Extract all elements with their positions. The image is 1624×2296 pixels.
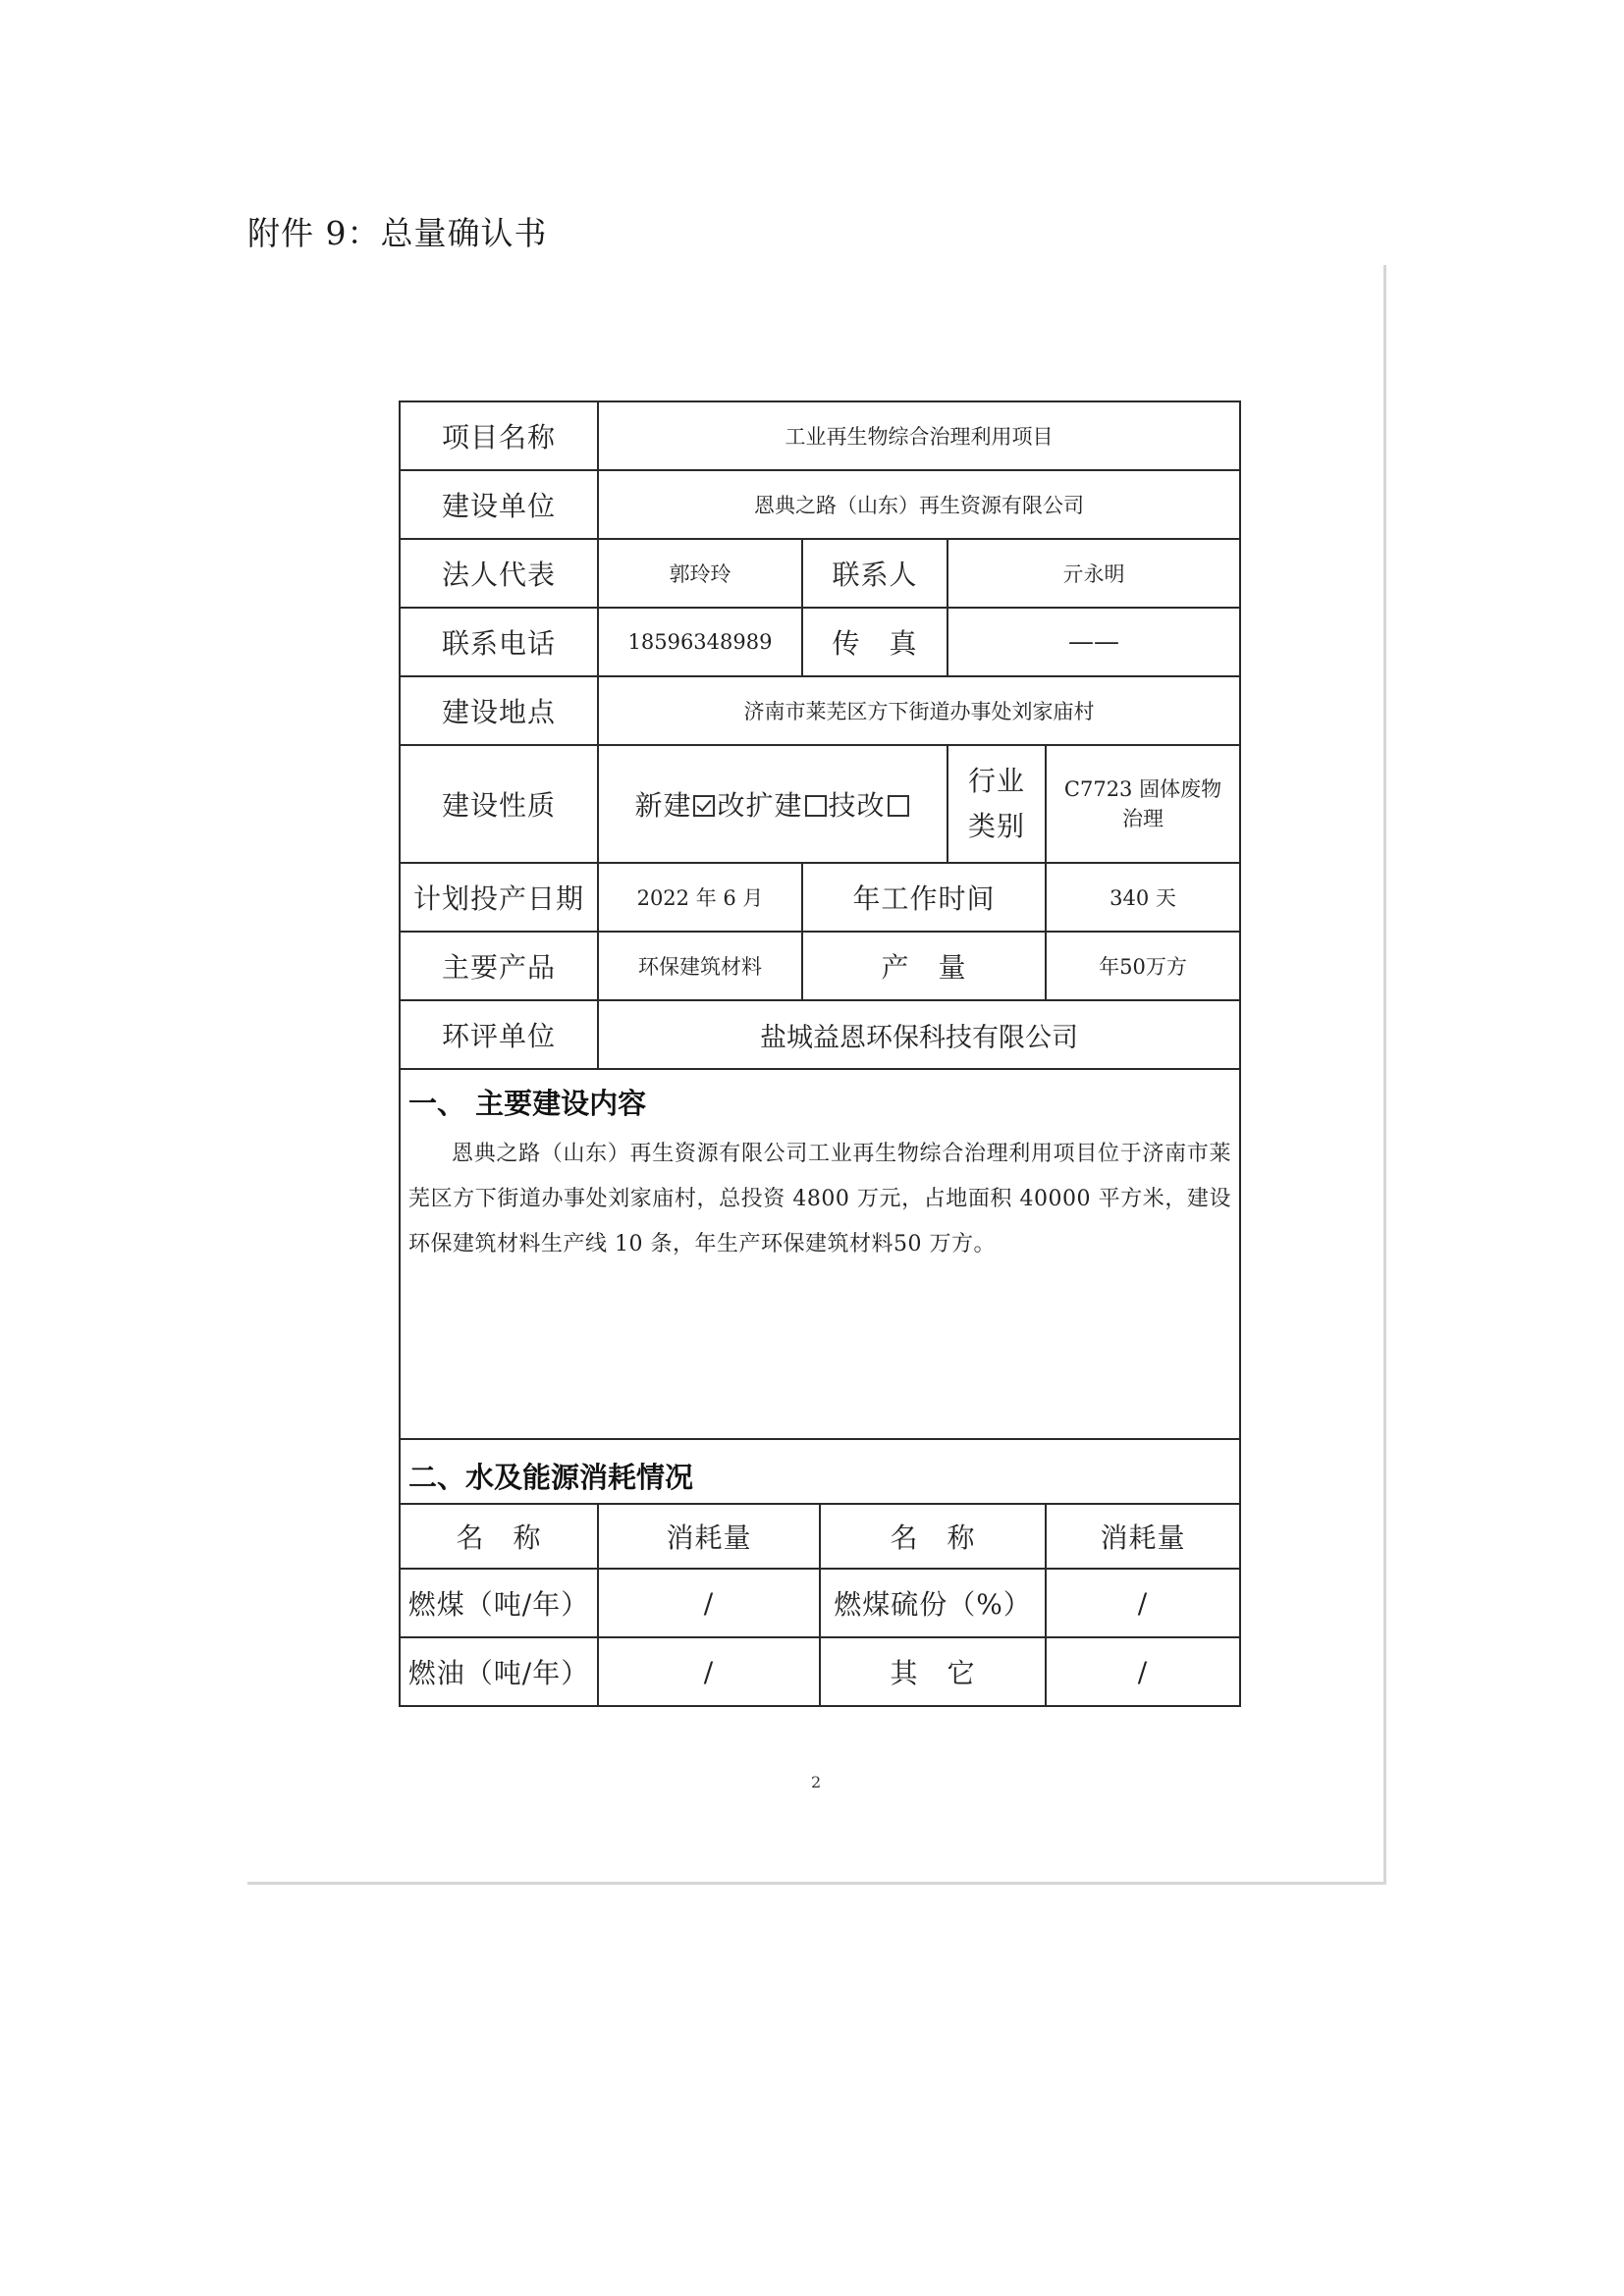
energy-row	[400, 1569, 1240, 1637]
row-energy-header	[400, 1504, 1240, 1569]
nature-expand-checkbox	[805, 795, 827, 817]
row-phone	[400, 608, 1240, 676]
energy-row	[400, 1637, 1240, 1706]
phone-label: 联系电话	[400, 608, 598, 676]
row-product	[400, 932, 1240, 1000]
section2-heading-cell	[400, 1439, 1240, 1504]
fax-label: 传 真	[802, 608, 947, 676]
eia-label: 环评单位	[400, 1000, 598, 1069]
energy-value-2: /	[1046, 1569, 1240, 1637]
project-name-label: 项目名称	[400, 401, 598, 470]
nature-tech-checkbox	[888, 795, 909, 817]
row-section2-heading	[400, 1439, 1240, 1504]
start-date-value: 2022 年 6 月	[598, 863, 802, 932]
page-number: 2	[811, 1773, 822, 1791]
eia-value: 盐城益恩环保科技有限公司	[598, 1000, 1240, 1069]
industry-label-line-1: 行业	[967, 765, 1025, 797]
nature-label: 建设性质	[400, 745, 598, 863]
row-section1	[400, 1069, 1240, 1439]
builder-value: 恩典之路（山东）再生资源有限公司	[598, 470, 1240, 539]
nature-new-text: 新建	[634, 789, 692, 822]
section2-heading: 二、水及能源消耗情况	[408, 1460, 694, 1494]
industry-value: C7723 固体废物治理	[1046, 745, 1240, 863]
contact-label: 联系人	[802, 539, 947, 608]
row-legal-rep	[400, 539, 1240, 608]
energy-value-2: /	[1046, 1637, 1240, 1706]
builder-label: 建设单位	[400, 470, 598, 539]
industry-label-line-2: 类别	[967, 810, 1025, 842]
product-value: 环保建筑材料	[598, 932, 802, 1000]
contact-value: 亓永明	[947, 539, 1240, 608]
section1-cell	[400, 1069, 1240, 1439]
energy-col-name-1: 名 称	[400, 1504, 598, 1569]
industry-label	[947, 745, 1046, 863]
energy-col-consumption-2: 消耗量	[1046, 1504, 1240, 1569]
start-date-label: 计划投产日期	[400, 863, 598, 932]
phone-value: 18596348989	[598, 608, 802, 676]
energy-name-1: 燃油（吨/年）	[400, 1637, 598, 1706]
confirmation-form-table	[399, 400, 1241, 1707]
nature-new-checkbox	[693, 795, 715, 817]
energy-col-consumption-1: 消耗量	[598, 1504, 820, 1569]
product-label: 主要产品	[400, 932, 598, 1000]
energy-col-name-2: 名 称	[820, 1504, 1046, 1569]
work-time-value: 340 天	[1046, 863, 1240, 932]
legal-rep-value: 郭玲玲	[598, 539, 802, 608]
project-name-value: 工业再生物综合治理利用项目	[598, 401, 1240, 470]
output-label: 产 量	[802, 932, 1046, 1000]
location-value: 济南市莱芜区方下街道办事处刘家庙村	[598, 676, 1240, 745]
energy-name-2: 燃煤硫份（%）	[820, 1569, 1046, 1637]
work-time-label: 年工作时间	[802, 863, 1046, 932]
attachment-title: 附件 9：总量确认书	[247, 214, 548, 252]
legal-rep-label: 法人代表	[400, 539, 598, 608]
section1-heading: 一、 主要建设内容	[408, 1087, 647, 1120]
location-label: 建设地点	[400, 676, 598, 745]
energy-name-1: 燃煤（吨/年）	[400, 1569, 598, 1637]
output-value: 年50万方	[1046, 932, 1240, 1000]
row-builder	[400, 470, 1240, 539]
row-start-date	[400, 863, 1240, 932]
row-project-name	[400, 401, 1240, 470]
row-eia	[400, 1000, 1240, 1069]
row-nature	[400, 745, 1240, 863]
section1-body: 恩典之路（山东）再生资源有限公司工业再生物综合治理利用项目位于济南市莱芜区方下街道办事处刘家庙村，总投资 4800 万元，占地面积 40000 平方米，建设环保建筑材料生产线 10 条，年生产环保建筑材料50 万方。	[408, 1142, 1231, 1256]
nature-expand-text: 改扩建	[717, 789, 803, 822]
energy-value-1: /	[598, 1569, 820, 1637]
row-location	[400, 676, 1240, 745]
nature-tech-text: 技改	[828, 789, 886, 822]
energy-name-2: 其 它	[820, 1637, 1046, 1706]
fax-value: ——	[947, 608, 1240, 676]
energy-value-1: /	[598, 1637, 820, 1706]
nature-options	[598, 745, 947, 863]
